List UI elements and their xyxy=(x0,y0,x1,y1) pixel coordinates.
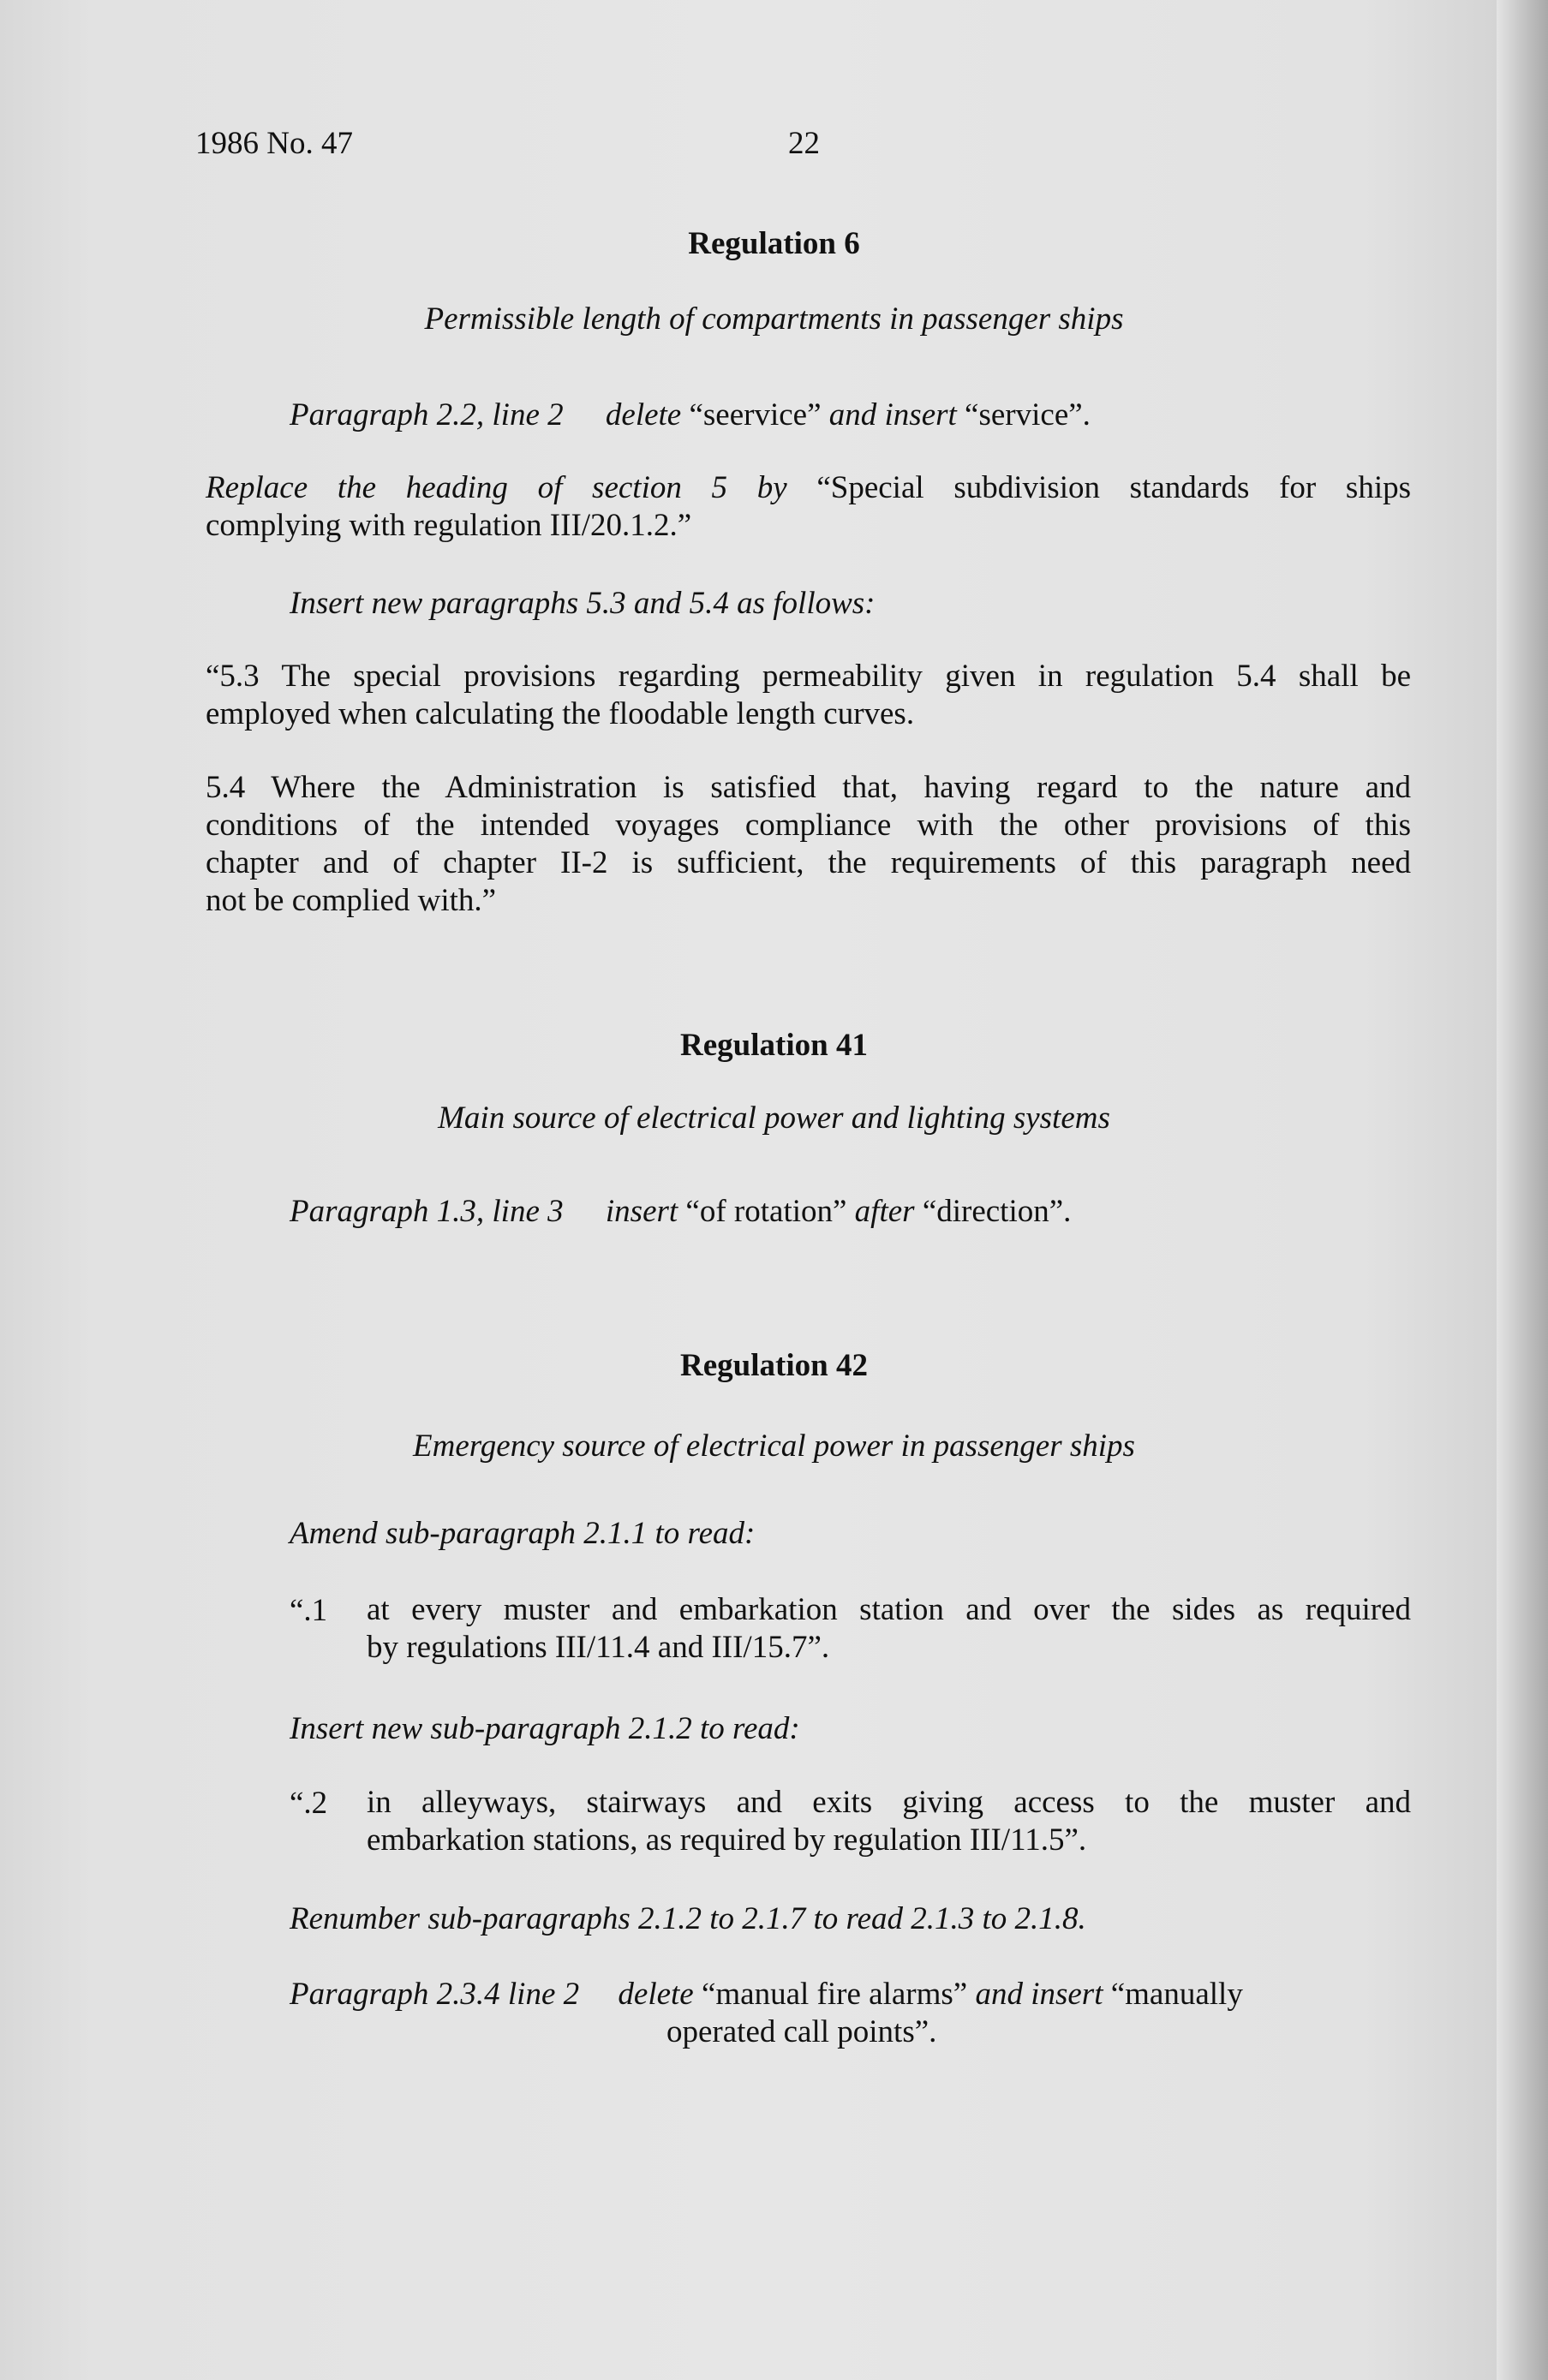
paragraph-reference: Paragraph 1.3, line 3 xyxy=(290,1194,564,1229)
regulation-42-amendment xyxy=(290,1975,1243,2013)
instruction-text: delete xyxy=(618,1977,694,2012)
regulation-41-amendment xyxy=(290,1192,1071,1231)
regulation-6-subheading: Permissible length of compartments in passenger ships xyxy=(424,301,1124,337)
page-gutter-shadow xyxy=(1497,0,1548,2380)
regulation-42-amendment-continued: operated call points”. xyxy=(666,2014,937,2049)
quoted-text: “service”. xyxy=(956,397,1091,432)
insert-subparagraph-instruction: Insert new sub-paragraph 2.1.2 to read: xyxy=(290,1711,800,1746)
paragraph-line: at every muster and embarkation station and over the sides as required xyxy=(367,1592,1411,1627)
paragraph-reference: Paragraph 2.2, line 2 xyxy=(290,397,564,432)
regulation-41-subheading: Main source of electrical power and lighting systems xyxy=(438,1101,1110,1136)
instruction-text: Replace the heading of section 5 by xyxy=(206,470,787,505)
regulation-41-heading: Regulation 41 xyxy=(680,1028,868,1063)
quoted-text: “Special subdivision standards for ships xyxy=(786,470,1411,505)
replace-heading-instruction xyxy=(206,469,1411,545)
quoted-text: complying with regulation III/20.1.2.” xyxy=(206,508,692,543)
instruction-text: insert xyxy=(605,1194,678,1229)
paragraph-line: chapter and of chapter II-2 is sufficient, the requirements of this paragraph need xyxy=(206,845,1411,880)
paragraph-line: employed when calculating the floodable length curves. xyxy=(206,696,915,731)
paragraph-line: “5.3 The special provisions regarding permeability given in regulation 5.4 shall be xyxy=(206,659,1411,694)
quoted-text: “of rotation” xyxy=(678,1194,855,1229)
paragraph-line: by regulations III/11.4 and III/15.7”. xyxy=(367,1630,830,1665)
renumber-instruction: Renumber sub-paragraphs 2.1.2 to 2.1.7 to read 2.1.3 to 2.1.8. xyxy=(290,1901,1086,1936)
item-1-text xyxy=(367,1591,1411,1667)
page-number: 22 xyxy=(788,126,820,161)
paragraph-reference: Paragraph 2.3.4 line 2 xyxy=(290,1977,580,2012)
regulation-42-heading: Regulation 42 xyxy=(680,1348,868,1383)
instruction-text: delete xyxy=(605,397,682,432)
quoted-text: “manually xyxy=(1103,1977,1243,2012)
paragraph-line: in alleyways, stairways and exits giving access to the muster and xyxy=(367,1785,1411,1820)
regulation-6-heading: Regulation 6 xyxy=(688,226,860,261)
regulation-42-subheading: Emergency source of electrical power in passenger ships xyxy=(413,1429,1135,1464)
insert-paragraphs-instruction: Insert new paragraphs 5.3 and 5.4 as follows: xyxy=(290,586,876,621)
regulation-6-amendment xyxy=(290,396,1091,434)
document-reference: 1986 No. 47 xyxy=(195,126,353,161)
paragraph-line: embarkation stations, as required by regulation III/11.5”. xyxy=(367,1822,1087,1858)
item-2-text xyxy=(367,1784,1411,1859)
quoted-text: “direction”. xyxy=(914,1194,1072,1229)
instruction-text: and insert xyxy=(828,397,957,432)
item-1-number: “.1 xyxy=(290,1593,328,1628)
paragraph-line: conditions of the intended voyages compliance with the other provisions of this xyxy=(206,808,1411,843)
paragraph-line: 5.4 Where the Administration is satisfied that, having regard to the nature and xyxy=(206,770,1411,805)
paragraph-5-3 xyxy=(206,658,1411,733)
quoted-text: “manual fire alarms” xyxy=(693,1977,976,2012)
instruction-text: and insert xyxy=(975,1977,1103,2012)
quoted-text: “seervice” xyxy=(681,397,829,432)
instruction-text: after xyxy=(854,1194,915,1229)
amend-instruction: Amend sub-paragraph 2.1.1 to read: xyxy=(290,1516,756,1551)
item-2-number: “.2 xyxy=(290,1786,328,1821)
paragraph-5-4 xyxy=(206,769,1411,920)
paragraph-line: not be complied with.” xyxy=(206,883,497,918)
